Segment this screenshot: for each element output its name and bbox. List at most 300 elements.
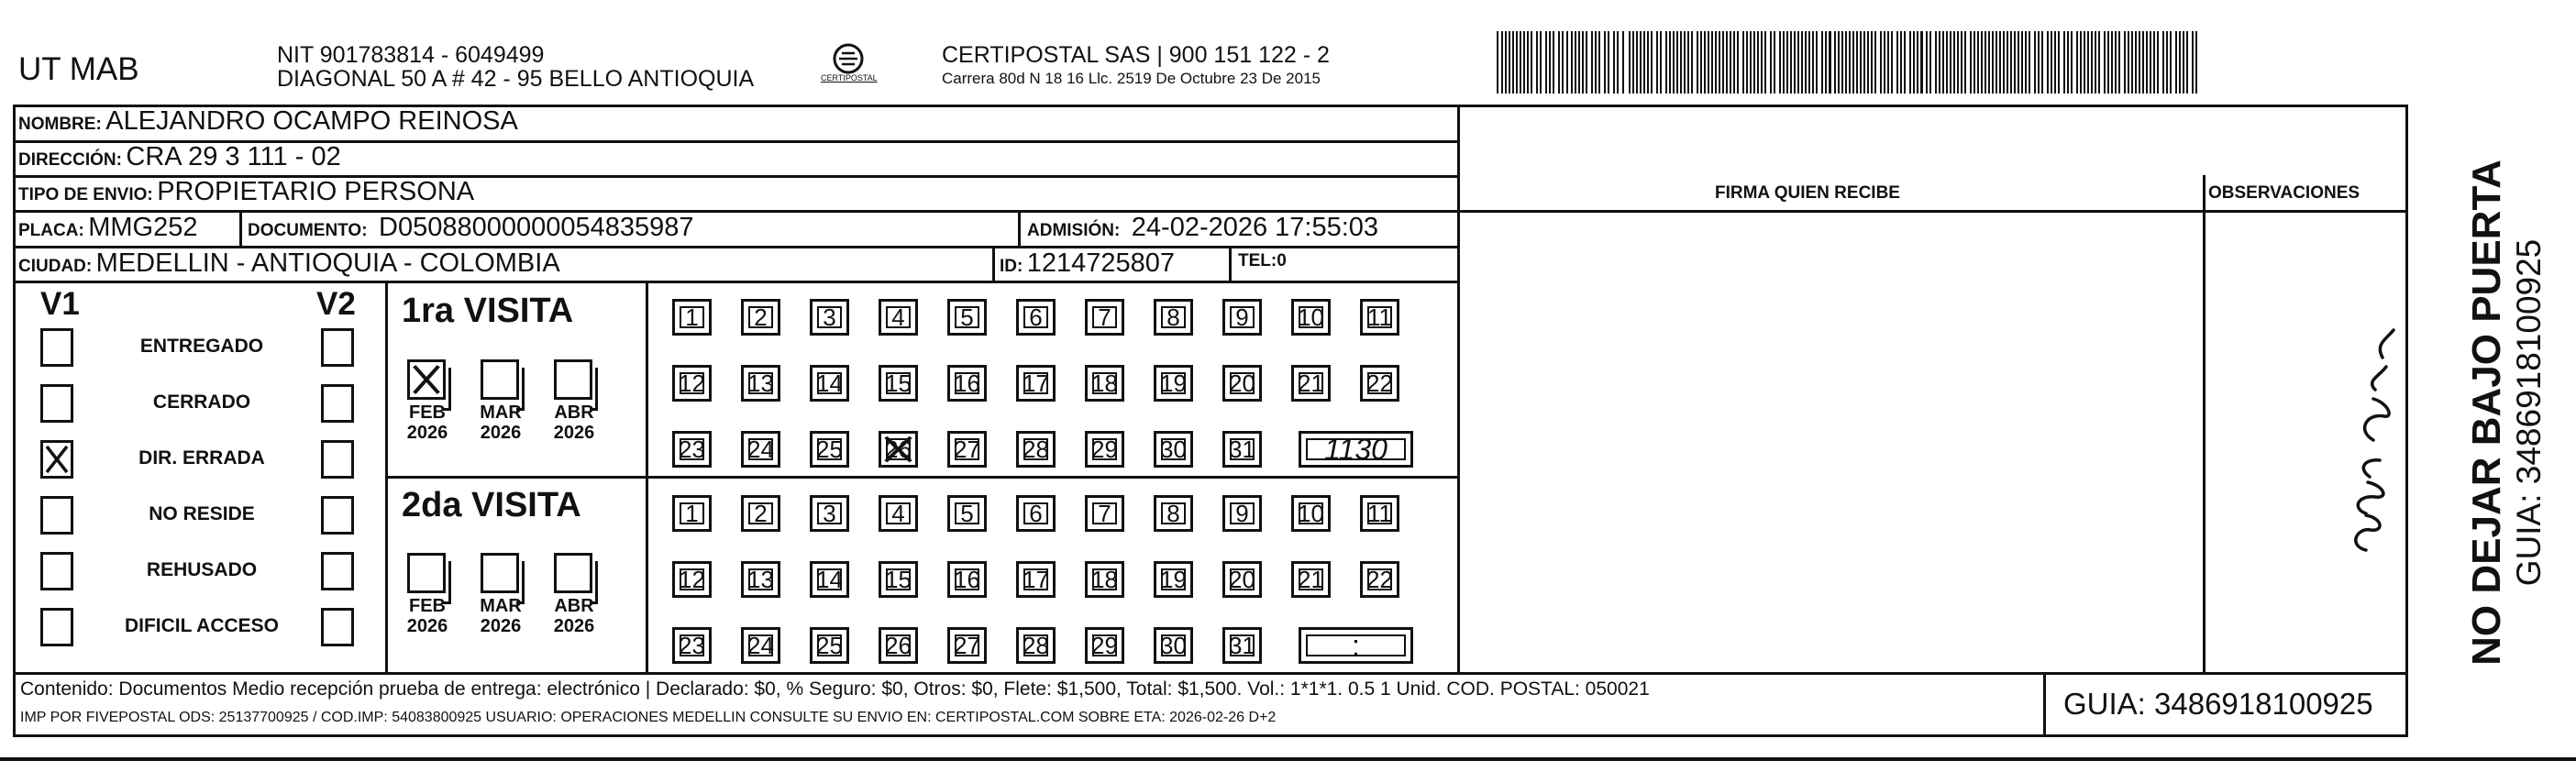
second-visit-day-29[interactable] xyxy=(1085,627,1124,664)
carrier-address: Carrera 80d N 18 16 Llc. 2519 De Octubre 23 De 2015 xyxy=(942,70,1321,87)
barcode-bar xyxy=(1737,31,1739,94)
barcode-bar xyxy=(1742,31,1744,94)
barcode-bar xyxy=(2107,31,2109,94)
v2-checkbox-0[interactable] xyxy=(321,328,354,367)
barcode-bar xyxy=(2183,31,2184,94)
barcode-bar xyxy=(1935,31,1937,94)
barcode-bar xyxy=(1708,31,1709,94)
barcode-bar xyxy=(2124,31,2126,94)
barcode-bar xyxy=(1656,31,1658,94)
day-number: 9 xyxy=(1235,500,1249,527)
day-number: 2 xyxy=(754,500,768,527)
v1-checkbox-4[interactable] xyxy=(40,552,73,590)
barcode-bar xyxy=(1797,31,1799,94)
barcode-bar xyxy=(1999,31,2001,94)
day-number: 10 xyxy=(1298,303,1324,331)
barcode-bar xyxy=(1981,31,1983,94)
admision-label: ADMISIÓN: xyxy=(1027,221,1121,240)
v2-checkbox-5[interactable] xyxy=(321,608,354,646)
first-visit-day-16[interactable] xyxy=(947,365,987,402)
first-visit-month-label-mar xyxy=(473,403,528,443)
nombre-field xyxy=(18,106,518,137)
day-number: 12 xyxy=(679,369,705,397)
second-visit-day-4[interactable] xyxy=(879,495,918,532)
day-number: 13 xyxy=(747,369,774,397)
barcode-bar xyxy=(1726,31,1728,94)
second-visit-day-3[interactable] xyxy=(810,495,849,532)
first-visit-day-12[interactable] xyxy=(672,365,712,402)
first-visit-day-8[interactable] xyxy=(1154,299,1193,336)
barcode-bar xyxy=(1604,31,1606,94)
barcode-bar xyxy=(2166,31,2168,94)
first-visit-month-label-feb xyxy=(400,403,455,443)
barcode-bar xyxy=(2139,31,2140,94)
first-visit-day-3[interactable] xyxy=(810,299,849,336)
second-visit-day-1[interactable] xyxy=(672,495,712,532)
documento-value: D05088000000054835987 xyxy=(379,213,694,242)
second-visit-month-label-feb xyxy=(400,596,455,636)
first-visit-time: 1130 xyxy=(1324,433,1388,466)
second-visit-day-14[interactable] xyxy=(810,561,849,598)
barcode-bar xyxy=(1860,31,1862,94)
barcode-bar xyxy=(1715,31,1717,94)
barcode-bar xyxy=(1996,31,1997,94)
second-visit-day-10[interactable] xyxy=(1291,495,1331,532)
barcode-bar xyxy=(2018,31,2019,94)
second-visit-month-box-feb[interactable] xyxy=(407,553,446,593)
barcode-bar xyxy=(1770,31,1772,94)
first-visit-day-2[interactable] xyxy=(741,299,780,336)
barcode-bar xyxy=(2153,31,2155,94)
day-number: 18 xyxy=(1091,566,1118,593)
v2-checkbox-4[interactable] xyxy=(321,552,354,590)
month-name: FEB xyxy=(409,596,446,616)
day-number: 22 xyxy=(1366,566,1393,593)
day-number: 15 xyxy=(885,566,912,593)
second-visit-day-30[interactable] xyxy=(1154,627,1193,664)
direccion-field xyxy=(18,142,341,172)
barcode-bar xyxy=(1926,31,1928,94)
first-visit-day-31[interactable] xyxy=(1222,431,1262,468)
first-visit-day-19[interactable] xyxy=(1154,365,1193,402)
day-number: 7 xyxy=(1098,303,1111,331)
first-visit-day-25[interactable] xyxy=(810,431,849,468)
barcode-bar xyxy=(2058,31,2060,94)
warning-vertical: NO DEJAR BAJO PUERTA xyxy=(2464,160,2509,666)
certipostal-logo xyxy=(812,39,885,94)
day-number: 24 xyxy=(747,632,774,659)
day-number: 25 xyxy=(816,436,843,463)
barcode-bar xyxy=(1733,31,1735,94)
barcode-bar xyxy=(1617,31,1619,94)
month-year: 2026 xyxy=(406,616,448,636)
second-visit-day-2[interactable] xyxy=(741,495,780,532)
day-number: 26 xyxy=(885,436,912,463)
barcode-bar xyxy=(1964,31,1966,94)
barcode-bar xyxy=(1805,31,1807,94)
barcode-bar xyxy=(1598,31,1600,94)
first-visit-day-20[interactable] xyxy=(1222,365,1262,402)
first-visit-day-11[interactable] xyxy=(1360,299,1399,336)
placa-field xyxy=(18,213,198,243)
barcode-bar xyxy=(1884,31,1885,94)
first-visit-day-10[interactable] xyxy=(1291,299,1331,336)
tel-field xyxy=(1238,251,1287,271)
first-visit-day-29[interactable] xyxy=(1085,431,1124,468)
second-visit-day-26[interactable] xyxy=(879,627,918,664)
barcode-bar xyxy=(1549,31,1551,94)
day-number: 25 xyxy=(816,632,843,659)
guia-vertical: GUIA: 3486918100925 xyxy=(2510,238,2548,587)
barcode-bar xyxy=(1643,31,1645,94)
second-visit-day-9[interactable] xyxy=(1222,495,1262,532)
barcode-bar xyxy=(1558,31,1560,94)
barcode-bar xyxy=(2195,31,2197,94)
day-number: 14 xyxy=(816,369,843,397)
barcode-bar xyxy=(1887,31,1889,94)
month-year: 2026 xyxy=(553,616,595,636)
day-number: 17 xyxy=(1023,566,1049,593)
first-visit-day-15[interactable] xyxy=(879,365,918,402)
barcode-bar xyxy=(1871,31,1873,94)
barcode-bar xyxy=(2135,31,2137,94)
day-number: 19 xyxy=(1160,566,1187,593)
day-number: 6 xyxy=(1029,303,1043,331)
day-number: 31 xyxy=(1229,436,1255,463)
barcode-bar xyxy=(1946,31,1948,94)
second-visit-day-12[interactable] xyxy=(672,561,712,598)
barcode-bar xyxy=(1562,31,1564,94)
barcode-bar xyxy=(1764,31,1766,94)
second-visit-day-5[interactable] xyxy=(947,495,987,532)
first-visit-day-14[interactable] xyxy=(810,365,849,402)
first-visit-day-17[interactable] xyxy=(1016,365,1056,402)
v2-checkbox-1[interactable] xyxy=(321,384,354,423)
first-visit-day-27[interactable] xyxy=(947,431,987,468)
documento-label: DOCUMENTO: xyxy=(248,221,368,240)
second-visit-day-19[interactable] xyxy=(1154,561,1193,598)
barcode-bar xyxy=(1900,31,1902,94)
barcode-bar xyxy=(1636,31,1638,94)
day-number: 1 xyxy=(685,500,699,527)
month-year: 2026 xyxy=(406,423,448,443)
placa-value: MMG252 xyxy=(88,213,198,242)
first-visit-day-23[interactable] xyxy=(672,431,712,468)
second-visit-day-28[interactable] xyxy=(1016,627,1056,664)
barcode-bar xyxy=(2115,31,2117,94)
status-label-2: DIR. ERRADA xyxy=(138,447,265,469)
barcode-bar xyxy=(1961,31,1962,94)
barcode-bar xyxy=(2186,31,2188,94)
nit: NIT 901783814 - 6049499 xyxy=(277,42,545,68)
barcode-bar xyxy=(1786,31,1788,94)
barcode-bar xyxy=(1629,31,1631,94)
status-label-4: REHUSADO xyxy=(146,559,258,580)
day-number: 14 xyxy=(816,566,843,593)
day-number: 28 xyxy=(1023,436,1049,463)
barcode-bar xyxy=(1660,31,1662,94)
barcode-bar xyxy=(1750,31,1752,94)
carrier-name: CERTIPOSTAL SAS | 900 151 122 - 2 xyxy=(942,42,1330,68)
barcode-bar xyxy=(2170,31,2172,94)
barcode-bar xyxy=(1711,31,1713,94)
barcode-bar xyxy=(1722,31,1724,94)
barcode-bar xyxy=(1838,31,1840,94)
first-visit-day-9[interactable] xyxy=(1222,299,1262,336)
barcode-bar xyxy=(1673,31,1675,94)
documento-field xyxy=(248,213,694,243)
second-visit-day-15[interactable] xyxy=(879,561,918,598)
second-visit-day-20[interactable] xyxy=(1222,561,1262,598)
barcode-bar xyxy=(2067,31,2069,94)
barcode-bar xyxy=(1575,31,1576,94)
barcode-bar xyxy=(2025,31,2027,94)
barcode-bar xyxy=(1571,31,1573,94)
first-visit-day-4[interactable] xyxy=(879,299,918,336)
second-visit-day-31[interactable] xyxy=(1222,627,1262,664)
barcode-bar xyxy=(2142,31,2144,94)
barcode-bar xyxy=(2192,31,2194,94)
barcode-bar xyxy=(1801,31,1803,94)
day-number: 26 xyxy=(885,632,912,659)
barcode-bar xyxy=(1761,31,1763,94)
barcode-bar xyxy=(2051,31,2052,94)
second-visit-day-17[interactable] xyxy=(1016,561,1056,598)
second-visit-day-25[interactable] xyxy=(810,627,849,664)
barcode-bar xyxy=(1988,31,1990,94)
barcode-bar xyxy=(1920,31,1923,94)
barcode-bar xyxy=(2029,31,2030,94)
barcode-bar xyxy=(1917,31,1918,94)
second-visit-day-21[interactable] xyxy=(1291,561,1331,598)
barcode-bar xyxy=(2014,31,2016,94)
barcode-bar xyxy=(2038,31,2040,94)
v1-checkbox-5[interactable] xyxy=(40,608,73,646)
month-year: 2026 xyxy=(553,423,595,443)
barcode-bar xyxy=(2128,31,2129,94)
id-label: ID: xyxy=(1000,257,1023,276)
day-number: 29 xyxy=(1091,436,1118,463)
barcode-bar xyxy=(1891,31,1893,94)
barcode-bar xyxy=(1863,31,1865,94)
barcode-bar xyxy=(1632,31,1634,94)
barcode-bar xyxy=(2047,31,2049,94)
first-visit-day-30[interactable] xyxy=(1154,431,1193,468)
first-visit-day-22[interactable] xyxy=(1360,365,1399,402)
v1-checkbox-0[interactable] xyxy=(40,328,73,367)
barcode-bar xyxy=(2118,31,2120,94)
barcode-bar xyxy=(1640,31,1642,94)
month-name: MAR xyxy=(480,596,522,616)
day-number: 20 xyxy=(1229,566,1255,593)
barcode-bar xyxy=(1779,31,1781,94)
first-visit-time-box[interactable] xyxy=(1299,431,1413,468)
second-visit-day-6[interactable] xyxy=(1016,495,1056,532)
barcode-bar xyxy=(1874,31,1876,94)
first-visit-day-13[interactable] xyxy=(741,365,780,402)
barcode-bar xyxy=(1730,31,1731,94)
first-visit-month-box-feb[interactable] xyxy=(407,359,446,400)
barcode-bar xyxy=(2087,31,2089,94)
barcode-bar xyxy=(1829,31,1831,94)
first-visit-day-18[interactable] xyxy=(1085,365,1124,402)
barcode-bar xyxy=(2063,31,2065,94)
barcode-bar xyxy=(2076,31,2078,94)
admision-field xyxy=(1027,213,1378,243)
footer-imp: IMP POR FIVEPOSTAL ODS: 25137700925 / COD.IMP: 54083800925 USUARIO: OPERACIONES MEDELLIN CONSULTE SU ENVIO EN: CERTIPOSTAL.COM SOBRE ETA: 2026-02-26 D+2 xyxy=(20,710,1277,725)
second-visit-title: 2da VISITA xyxy=(402,486,581,524)
company-name: UT MAB xyxy=(18,51,139,87)
barcode-bar xyxy=(1794,31,1796,94)
barcode-bar xyxy=(1953,31,1955,94)
barcode-bar xyxy=(1913,31,1915,94)
nombre-value: ALEJANDRO OCAMPO REINOSA xyxy=(105,106,518,136)
barcode-bar xyxy=(2111,31,2113,94)
status-label-5: DIFICIL ACCESO xyxy=(124,615,279,636)
barcode-bar xyxy=(1973,31,1975,94)
first-visit-day-26[interactable] xyxy=(879,431,918,468)
barcode-bar xyxy=(1746,31,1748,94)
placa-label: PLACA: xyxy=(18,221,84,240)
day-number: 5 xyxy=(960,500,974,527)
day-number: 4 xyxy=(891,500,905,527)
v1-checkbox-2[interactable] xyxy=(40,440,73,479)
barcode-bar xyxy=(1719,31,1720,94)
barcode-bar xyxy=(2041,31,2043,94)
second-visit-month-box-abr[interactable] xyxy=(554,553,592,593)
day-number: 2 xyxy=(754,303,768,331)
second-visit-month-box-mar[interactable] xyxy=(481,553,519,593)
barcode-bar xyxy=(1909,31,1911,94)
barcode-bar xyxy=(1816,31,1818,94)
second-visit-time: : xyxy=(1352,629,1360,662)
barcode-bar xyxy=(1929,31,1931,94)
second-visit-day-16[interactable] xyxy=(947,561,987,598)
month-name: FEB xyxy=(409,403,446,423)
second-visit-day-22[interactable] xyxy=(1360,561,1399,598)
footer-guia: GUIA: 3486918100925 xyxy=(2063,687,2373,721)
day-number: 29 xyxy=(1091,632,1118,659)
barcode-bar xyxy=(1651,31,1653,94)
barcode-bar xyxy=(2010,31,2012,94)
first-visit-day-1[interactable] xyxy=(672,299,712,336)
barcode-bar xyxy=(1512,31,1514,94)
first-visit-month-label-abr xyxy=(547,403,602,443)
barcode-bar xyxy=(1867,31,1869,94)
barcode-bar xyxy=(2021,31,2023,94)
barcode-bar xyxy=(2071,31,2073,94)
barcode-bar xyxy=(1516,31,1518,94)
day-number: 21 xyxy=(1298,369,1324,397)
barcode-bar xyxy=(1852,31,1854,94)
day-number: 1 xyxy=(685,303,699,331)
second-visit-time-box[interactable] xyxy=(1299,627,1413,664)
v1-checkbox-3[interactable] xyxy=(40,496,73,535)
barcode-bar xyxy=(1821,31,1823,94)
barcode-bar xyxy=(1531,31,1532,94)
barcode-bar xyxy=(1608,31,1609,94)
first-visit-day-28[interactable] xyxy=(1016,431,1056,468)
second-visit-day-24[interactable] xyxy=(741,627,780,664)
second-visit-month-label-abr xyxy=(547,596,602,636)
first-visit-month-box-mar[interactable] xyxy=(481,359,519,400)
day-number: 13 xyxy=(747,566,774,593)
day-number: 10 xyxy=(1298,500,1324,527)
second-visit-day-18[interactable] xyxy=(1085,561,1124,598)
recipient-signature xyxy=(2329,303,2412,559)
barcode-bar xyxy=(1578,31,1580,94)
second-visit-day-23[interactable] xyxy=(672,627,712,664)
barcode-bar xyxy=(1536,31,1538,94)
first-visit-day-7[interactable] xyxy=(1085,299,1124,336)
nombre-label: NOMBRE: xyxy=(18,115,102,134)
barcode-bar xyxy=(1586,31,1587,94)
barcode-bar xyxy=(1942,31,1944,94)
second-visit-day-7[interactable] xyxy=(1085,495,1124,532)
second-visit-day-8[interactable] xyxy=(1154,495,1193,532)
barcode-bar xyxy=(2003,31,2005,94)
day-number: 4 xyxy=(891,303,905,331)
day-number: 8 xyxy=(1166,500,1180,527)
month-year: 2026 xyxy=(480,616,522,636)
v2-checkbox-3[interactable] xyxy=(321,496,354,535)
first-visit-day-5[interactable] xyxy=(947,299,987,336)
day-number: 7 xyxy=(1098,500,1111,527)
first-visit-day-24[interactable] xyxy=(741,431,780,468)
tipo-field xyxy=(18,177,474,207)
company-address: DIAGONAL 50 A # 42 - 95 BELLO ANTIOQUIA xyxy=(277,66,755,92)
day-number: 19 xyxy=(1160,369,1187,397)
logo-text: CERTIPOSTAL xyxy=(821,73,878,83)
barcode-bar xyxy=(1790,31,1792,94)
day-number: 21 xyxy=(1298,566,1324,593)
day-number: 17 xyxy=(1023,369,1049,397)
second-visit-day-27[interactable] xyxy=(947,627,987,664)
barcode-bar xyxy=(1845,31,1847,94)
status-label-1: CERRADO xyxy=(152,392,251,413)
barcode-bar xyxy=(2179,31,2181,94)
bottom-rule xyxy=(0,757,2576,761)
first-visit-day-21[interactable] xyxy=(1291,365,1331,402)
tel-value: 0 xyxy=(1277,251,1287,270)
day-number: 18 xyxy=(1091,369,1118,397)
barcode-bar xyxy=(1566,31,1568,94)
v2-checkbox-2[interactable] xyxy=(321,440,354,479)
day-number: 16 xyxy=(954,566,980,593)
admision-value: 24-02-2026 17:55:03 xyxy=(1131,213,1379,242)
barcode-bar xyxy=(1497,31,1498,94)
second-visit-day-13[interactable] xyxy=(741,561,780,598)
second-visit-day-11[interactable] xyxy=(1360,495,1399,532)
barcode-bar xyxy=(1505,31,1507,94)
barcode-bar xyxy=(1700,31,1702,94)
barcode-bar xyxy=(1970,31,1972,94)
barcode-bar xyxy=(1647,31,1649,94)
day-number: 9 xyxy=(1235,303,1249,331)
first-visit-title: 1ra VISITA xyxy=(402,292,574,330)
firma-header: FIRMA QUIEN RECIBE xyxy=(1715,183,1900,203)
first-visit-month-box-abr[interactable] xyxy=(554,359,592,400)
barcode xyxy=(1495,31,2201,95)
day-number: 15 xyxy=(885,369,912,397)
v2-header: V2 xyxy=(316,286,356,322)
first-visit-day-6[interactable] xyxy=(1016,299,1056,336)
direccion-value: CRA 29 3 111 - 02 xyxy=(126,142,341,171)
barcode-bar xyxy=(1509,31,1510,94)
barcode-bar xyxy=(1825,31,1827,94)
day-number: 5 xyxy=(960,303,974,331)
v1-checkbox-1[interactable] xyxy=(40,384,73,423)
